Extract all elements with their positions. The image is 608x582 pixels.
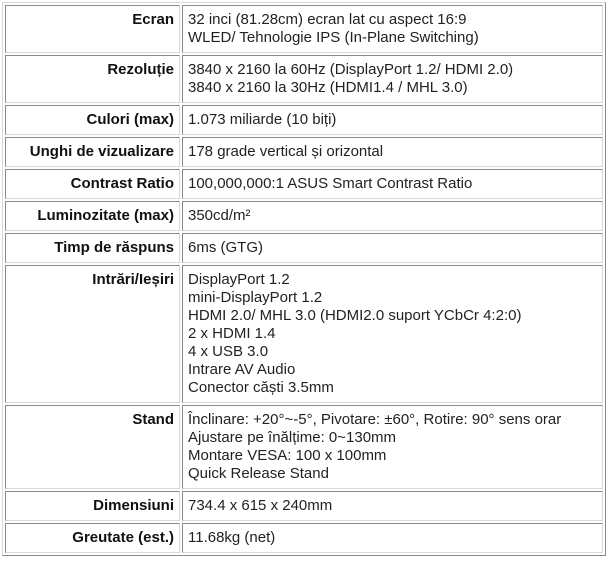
spec-value — [182, 137, 603, 167]
spec-value-line: 100,000,000:1 ASUS Smart Contrast Ratio — [188, 175, 473, 192]
spec-value-line: 2 x HDMI 1.4 — [188, 325, 276, 342]
spec-label: Rezoluție — [5, 55, 180, 103]
spec-value — [182, 405, 603, 489]
spec-value — [182, 233, 603, 263]
spec-value-line: Înclinare: +20°~-5°, Pivotare: ±60°, Rotire: 90° sens orar — [188, 411, 562, 428]
spec-value-line: Ajustare pe înălțime: 0~130mm — [188, 429, 397, 446]
spec-value-line: Conector căști 3.5mm — [188, 379, 334, 396]
spec-value — [182, 5, 603, 53]
spec-label: Unghi de vizualizare — [5, 137, 180, 167]
spec-label: Intrări/Ieșiri — [5, 265, 180, 403]
specifications-table — [2, 2, 606, 556]
spec-value — [182, 491, 603, 521]
spec-value-line: 32 inci (81.28cm) ecran lat cu aspect 16:9 — [188, 11, 467, 28]
spec-value-line: 6ms (GTG) — [188, 239, 263, 256]
spec-label: Culori (max) — [5, 105, 180, 135]
spec-row-intrari-iesiri — [5, 265, 603, 403]
spec-value — [182, 523, 603, 553]
spec-value — [182, 169, 603, 199]
spec-value-line: DisplayPort 1.2 — [188, 271, 290, 288]
spec-value — [182, 105, 603, 135]
spec-value — [182, 265, 603, 403]
spec-row-unghi-vizualizare — [5, 137, 603, 167]
spec-label: Dimensiuni — [5, 491, 180, 521]
spec-value-line: 3840 x 2160 la 30Hz (HDMI1.4 / MHL 3.0) — [188, 79, 468, 96]
spec-row-timp-raspuns — [5, 233, 603, 263]
spec-row-ecran — [5, 5, 603, 53]
spec-value — [182, 55, 603, 103]
spec-value-line: HDMI 2.0/ MHL 3.0 (HDMI2.0 suport YCbCr 4:2:0) — [188, 307, 522, 324]
spec-value-line: WLED/ Tehnologie IPS (In-Plane Switching) — [188, 29, 479, 46]
spec-value-line: 1.073 miliarde (10 biți) — [188, 111, 337, 128]
spec-value-line: 734.4 x 615 x 240mm — [188, 497, 333, 514]
spec-value-line: Intrare AV Audio — [188, 361, 296, 378]
spec-value — [182, 201, 603, 231]
spec-value-line: mini-DisplayPort 1.2 — [188, 289, 323, 306]
spec-value-line: 350cd/m² — [188, 207, 251, 224]
spec-value-line: Montare VESA: 100 x 100mm — [188, 447, 387, 464]
spec-value-line: 178 grade vertical și orizontal — [188, 143, 384, 160]
spec-row-rezolutie — [5, 55, 603, 103]
spec-label: Contrast Ratio — [5, 169, 180, 199]
spec-label: Stand — [5, 405, 180, 489]
spec-row-stand — [5, 405, 603, 489]
spec-value-line: Quick Release Stand — [188, 465, 329, 482]
spec-value-line: 4 x USB 3.0 — [188, 343, 269, 360]
spec-value-line: 11.68kg (net) — [188, 529, 276, 546]
spec-label: Greutate (est.) — [5, 523, 180, 553]
spec-row-culori — [5, 105, 603, 135]
spec-label: Ecran — [5, 5, 180, 53]
spec-value-line: 3840 x 2160 la 60Hz (DisplayPort 1.2/ HDMI 2.0) — [188, 61, 514, 78]
specifications-table-body — [5, 5, 603, 553]
spec-row-greutate — [5, 523, 603, 553]
spec-row-luminozitate — [5, 201, 603, 231]
spec-row-contrast-ratio — [5, 169, 603, 199]
spec-row-dimensiuni — [5, 491, 603, 521]
spec-label: Timp de răspuns — [5, 233, 180, 263]
spec-label: Luminozitate (max) — [5, 201, 180, 231]
